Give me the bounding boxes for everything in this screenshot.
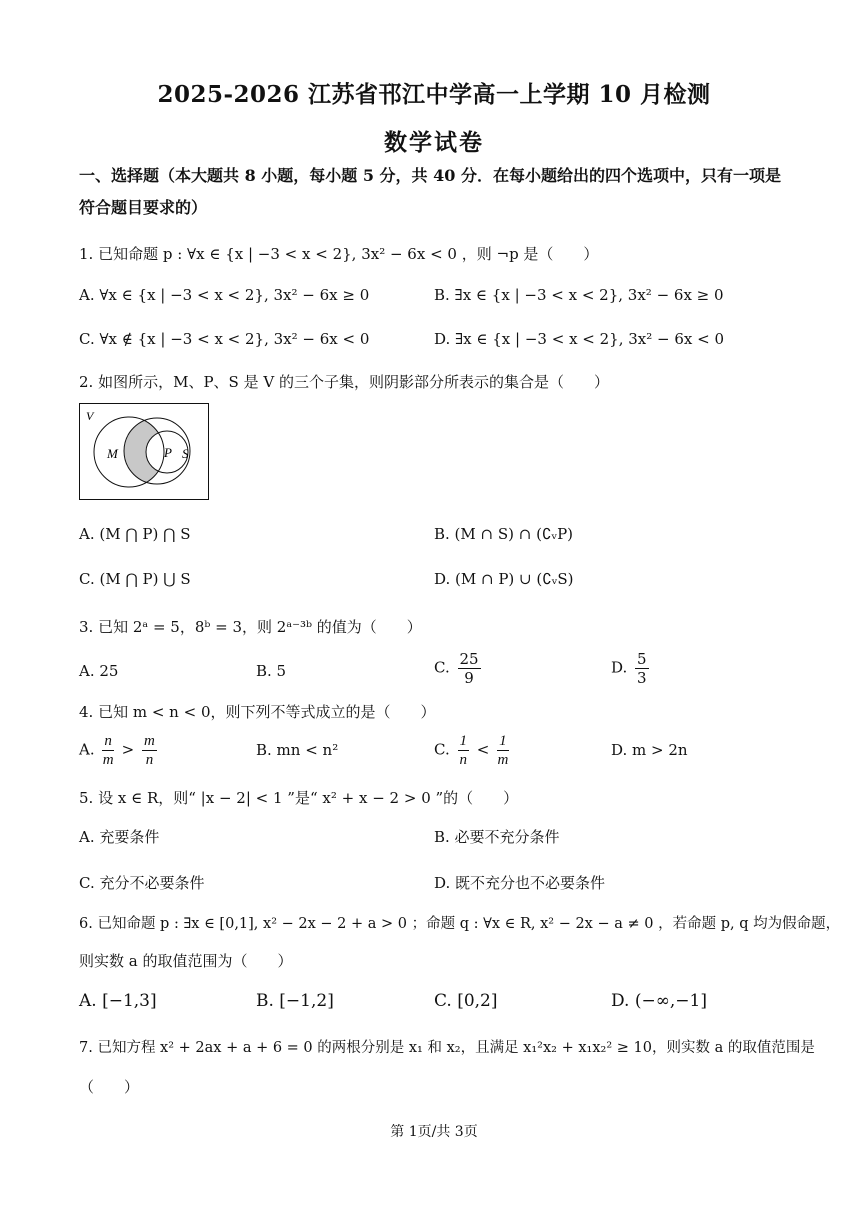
question-3-option-d	[611, 650, 652, 687]
question-4-option-a-fraction-1	[102, 732, 114, 769]
question-5-option-c: C. 充分不必要条件	[79, 874, 205, 892]
question-3-option-a: A. 25	[79, 662, 119, 680]
question-3-option-c-fraction	[458, 650, 481, 687]
question-3-option-b: B. 5	[256, 662, 287, 680]
question-4-option-a-fraction-2	[142, 732, 157, 769]
fraction-denominator: m	[102, 752, 114, 768]
fraction-numerator: 25	[459, 650, 479, 668]
question-2-option-a: A. (M ⋂ P) ⋂ S	[79, 525, 191, 543]
question-4-option-a	[79, 732, 160, 769]
page-footer: 第 1页/共 3页	[390, 1124, 478, 1140]
question-2-option-d: D. (M ∩ P) ∪ (∁ᵥS)	[434, 570, 574, 588]
question-1-option-a: A. ∀x ∈ {x | −3 < x < 2}, 3x² − 6x ≥ 0	[79, 286, 370, 304]
question-3-option-c	[434, 650, 484, 687]
question-1-option-d: D. ∃x ∈ {x | −3 < x < 2}, 3x² − 6x < 0	[434, 330, 725, 348]
venn-label-s: S	[182, 446, 189, 461]
question-5-option-a: A. 充要条件	[79, 828, 160, 846]
question-2-option-c: C. (M ⋂ P) ⋃ S	[79, 570, 191, 588]
exam-subtitle: 数学试卷	[384, 129, 484, 156]
question-6-option-b: B. [−1,2]	[256, 991, 334, 1011]
fraction-numerator: 1	[499, 733, 507, 749]
question-3-option-d-fraction	[635, 650, 649, 687]
fraction-denominator: n	[145, 752, 154, 768]
question-1-option-b: B. ∃x ∈ {x | −3 < x < 2}, 3x² − 6x ≥ 0	[434, 286, 724, 304]
question-4-option-c-label: C.	[434, 740, 450, 759]
question-4-option-c-operator: <	[476, 740, 490, 759]
venn-label-v: V	[86, 409, 94, 423]
question-7-stem-line-1: 7. 已知方程 x² + 2ax + a + 6 = 0 的两根分别是 x₁ 和 x₂，且满足 x₁²x₂ + x₁x₂² ≥ 10，则实数 a 的取值范围是	[79, 1040, 815, 1056]
question-5-option-b: B. 必要不充分条件	[434, 828, 560, 846]
question-4-option-c-fraction-1	[458, 732, 470, 769]
question-6-stem-line-1: 6. 已知命题 p : ∃x ∈ [0,1], x² − 2x − 2 + a > 0 ；命题 q : ∀x ∈ R, x² − 2x − a ≠ 0 ，若命题 p, q 均为假命题，	[79, 916, 841, 932]
question-4-option-a-operator: >	[121, 740, 135, 759]
question-4-option-a-label: A.	[79, 740, 95, 759]
fraction-denominator: 3	[637, 669, 647, 687]
question-3-option-c-label: C.	[434, 658, 450, 677]
question-2-stem: 2. 如图所示，M、P、S 是 V 的三个子集，则阴影部分所表示的集合是（ ）	[79, 373, 609, 391]
fraction-numerator: n	[104, 733, 112, 749]
question-3-option-d-label: D.	[611, 658, 628, 677]
question-4-option-c	[434, 732, 512, 769]
question-4-option-c-fraction-2	[497, 732, 509, 769]
exam-title: 2025-2026 江苏省邗江中学高一上学期 10 月检测	[157, 81, 711, 108]
fraction-denominator: n	[459, 752, 467, 768]
question-2-option-b: B. (M ∩ S) ∩ (∁ᵥP)	[434, 525, 574, 543]
question-4-option-b: B. mn < n²	[256, 741, 339, 759]
fraction-denominator: 9	[464, 669, 474, 687]
question-5-stem: 5. 设 x ∈ R，则“ |x − 2| < 1 ”是“ x² + x − 2 > 0 ”的（ ）	[79, 789, 519, 807]
venn-label-m: M	[107, 446, 118, 461]
venn-label-p: P	[164, 445, 172, 460]
question-3-stem: 3. 已知 2ᵃ = 5，8ᵇ = 3，则 2ᵃ⁻³ᵇ 的值为（ ）	[79, 618, 422, 636]
question-1-stem: 1. 已知命题 p : ∀x ∈ {x | −3 < x < 2}, 3x² − 6x < 0 ，则 ¬p 是（ ）	[79, 245, 599, 263]
question-7-stem-line-2: （ ）	[79, 1078, 140, 1096]
fraction-numerator: m	[144, 733, 155, 749]
question-1-option-c: C. ∀x ∉ {x | −3 < x < 2}, 3x² − 6x < 0	[79, 330, 370, 348]
question-6-stem-line-2: 则实数 a 的取值范围为（ ）	[79, 952, 293, 970]
question-6-option-a: A. [−1,3]	[79, 991, 157, 1011]
section-heading: 一、选择题（本大题共 8 小题，每小题 5 分，共 40 分．在每小题给出的四个选项中，只有一项是符合题目要求的）	[79, 166, 781, 217]
question-4-option-d: D. m > 2n	[611, 741, 688, 759]
question-6-option-d: D. (−∞,−1]	[611, 991, 707, 1011]
question-5-option-d: D. 既不充分也不必要条件	[434, 874, 606, 892]
question-6-option-c: C. [0,2]	[434, 991, 498, 1011]
fraction-denominator: m	[497, 752, 509, 768]
venn-diagram	[79, 403, 209, 500]
fraction-numerator: 5	[637, 650, 647, 668]
question-4-stem: 4. 已知 m < n < 0，则下列不等式成立的是（ ）	[79, 703, 436, 721]
fraction-numerator: 1	[459, 733, 467, 749]
